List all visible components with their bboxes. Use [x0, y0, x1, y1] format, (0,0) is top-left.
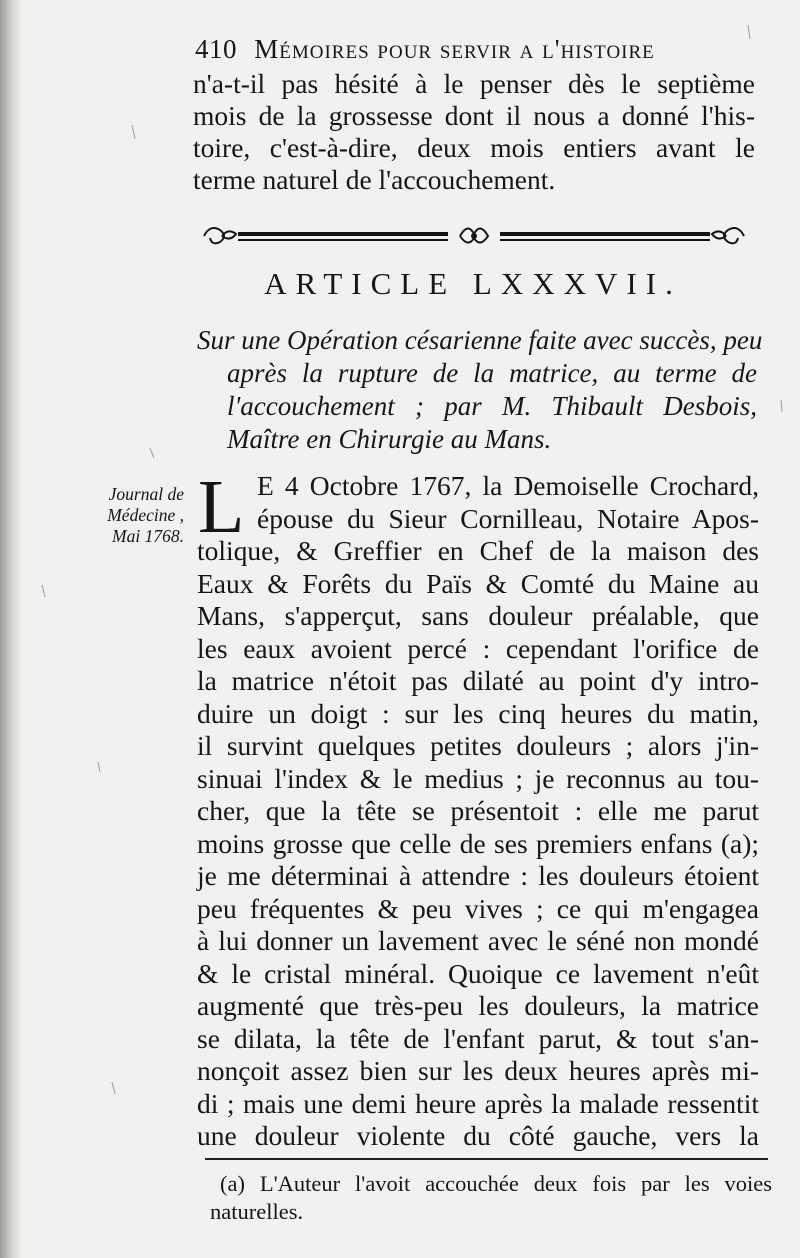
margin-note-line: Mai 1768. — [112, 526, 184, 546]
intro-paragraph — [193, 68, 755, 196]
body-paragraph — [197, 465, 759, 1153]
footnote-line: naturelles. — [210, 1199, 304, 1224]
body-line: duire un doigt : sur les cinq heures du matin, — [197, 697, 759, 729]
footnote — [210, 1170, 772, 1226]
body-line: je me déterminai à attendre : les douleurs étoient — [197, 860, 759, 891]
body-line: cher, que la tête se présentoit : elle me parut — [197, 795, 759, 826]
margin-note — [62, 484, 184, 547]
margin-note-line: Journal de — [108, 484, 184, 504]
body-line: la matrice n'étoit pas dilaté au point d'y intro- — [197, 665, 759, 696]
body-line: moins grosse que celle de ses premiers enfans (a); — [197, 827, 759, 859]
text-line: n'a-t-il pas hésité à le penser dès le septième — [193, 68, 755, 99]
body-line: di ; mais une demi heure après la malade ressentit — [197, 1087, 759, 1119]
body-line: il survint quelques petites douleurs ; alors j'in- — [197, 730, 759, 761]
body-line: & le cristal minéral. Quoique ce lavement n'eût — [197, 957, 759, 989]
text-line: toire, c'est-à-dire, deux mois entiers avant le — [193, 132, 755, 163]
margin-note-line: Médecine , — [107, 505, 184, 525]
footnote-line: (a) L'Auteur l'avoit accouchée deux fois par les voies — [220, 1171, 772, 1196]
subtitle-line: l'accouchement ; par M. Thibault Desbois, — [227, 391, 757, 421]
text-line: terme naturel de l'accouchement. — [193, 164, 556, 195]
ornament-divider — [198, 218, 750, 254]
body-line: à lui donner un lavement avec le séné non mondé — [197, 925, 759, 956]
text-line: mois de la grossesse dont il nous a donné l'his- — [193, 100, 755, 131]
body-line: peu fréquentes & peu vives ; ce qui m'engagea — [197, 892, 759, 924]
body-line: tolique, & Greffier en Chef de la maison des — [197, 535, 759, 566]
page-number: 410 — [195, 34, 237, 64]
running-title: Mémoires pour servir a l'histoire — [254, 34, 655, 64]
footnote-rule — [205, 1158, 768, 1160]
running-header — [195, 34, 755, 65]
subtitle-line: Sur une Opération césarienne faite avec succès, peu — [197, 325, 763, 355]
body-line: se dilata, la tête de l'enfant parut, & tout s'an- — [197, 1022, 759, 1054]
body-line: E 4 Octobre 1767, la Demoiselle Crochard, — [257, 470, 759, 501]
body-line: sinuai l'index & le medius ; je reconnus au tou- — [197, 762, 759, 794]
article-subtitle — [197, 324, 763, 456]
page-gutter-shadow — [0, 0, 22, 1258]
body-line: Eaux & Forêts du Païs & Comté du Maine au — [197, 567, 759, 599]
body-line: Mans, s'apperçut, sans douleur préalable, que — [197, 600, 759, 631]
subtitle-line: après la rupture de la matrice, au terme de — [227, 358, 757, 388]
subtitle-line: Maître en Chirurgie au Mans. — [227, 424, 552, 454]
body-line: nonçoit assez bien sur les deux heures après mi- — [197, 1055, 759, 1086]
body-line: épouse du Sieur Cornilleau, Notaire Apos- — [257, 502, 759, 534]
drop-cap: L — [198, 465, 245, 549]
body-line: une douleur violente du côté gauche, vers la — [197, 1120, 759, 1151]
body-line: augmenté que très-peu les douleurs, la matrice — [197, 990, 759, 1021]
body-line: les eaux avoient percé : cependant l'orifice de — [197, 632, 759, 664]
article-title: ARTICLE LXXXVII. — [264, 266, 682, 301]
